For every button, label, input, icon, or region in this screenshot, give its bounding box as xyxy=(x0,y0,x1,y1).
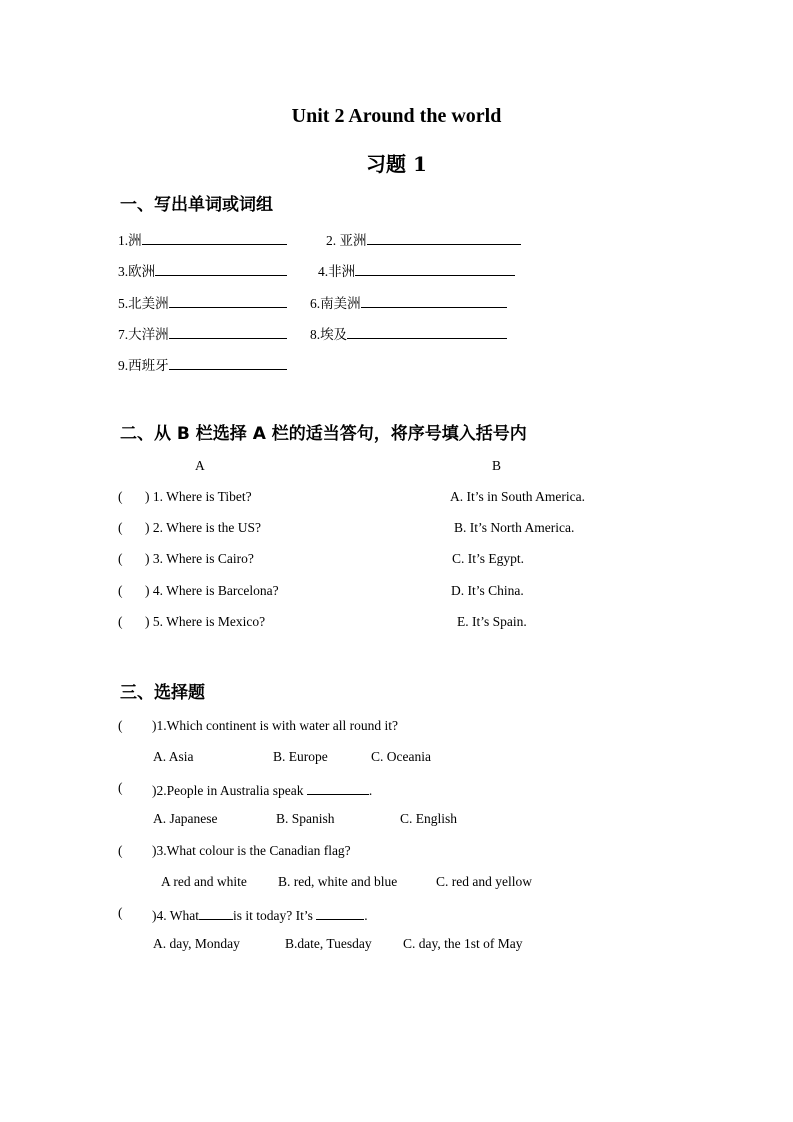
answer-blank[interactable] xyxy=(355,261,515,276)
vocab-item-6 xyxy=(310,292,507,312)
vocab-item-5 xyxy=(118,292,287,312)
match-question: ) 3. Where is Cairo? xyxy=(145,551,254,566)
vocab-label: 8.埃及 xyxy=(310,327,348,342)
vocab-item-7 xyxy=(118,323,287,343)
answer-blank[interactable] xyxy=(169,355,287,370)
choice-option: C. English xyxy=(400,811,458,826)
answer-blank[interactable] xyxy=(361,293,507,308)
choice-option: A. Japanese xyxy=(153,811,218,826)
answer-blank[interactable] xyxy=(316,905,364,920)
choice-question-4 xyxy=(152,905,368,924)
choice-option: C. day, the 1st of May xyxy=(403,936,523,951)
match-paren[interactable]: ( xyxy=(118,520,123,535)
choice-option: A. Asia xyxy=(153,749,194,764)
question-text-end: . xyxy=(364,908,368,923)
choice-option: B. Spanish xyxy=(276,811,335,826)
column-b-header: B xyxy=(492,458,502,473)
choice-question-1: )1.Which continent is with water all round it? xyxy=(152,718,398,733)
vocab-item-2 xyxy=(326,229,521,249)
vocab-item-9 xyxy=(118,354,287,374)
match-paren[interactable]: ( xyxy=(118,551,123,566)
choice-paren[interactable]: ( xyxy=(118,718,123,733)
answer-blank[interactable] xyxy=(367,230,521,245)
section2-heading: 二、从 B 栏选择 A 栏的适当答句，将序号填入括号内 xyxy=(120,424,527,444)
vocab-label: 9.西班牙 xyxy=(118,358,169,373)
section3-heading: 三、选择题 xyxy=(120,683,205,703)
vocab-label: 6.南美洲 xyxy=(310,296,361,311)
choice-question-3: )3.What colour is the Canadian flag? xyxy=(152,843,351,858)
match-question: ) 1. Where is Tibet? xyxy=(145,489,252,504)
question-text-mid: is it today? It’s xyxy=(233,908,317,923)
vocab-label: 7.大洋洲 xyxy=(118,327,169,342)
answer-blank[interactable] xyxy=(199,905,233,920)
choice-option: B. red, white and blue xyxy=(278,874,398,889)
match-question: ) 5. Where is Mexico? xyxy=(145,614,266,629)
vocab-label: 5.北美洲 xyxy=(118,296,169,311)
vocab-item-4 xyxy=(318,260,515,280)
choice-option: B.date, Tuesday xyxy=(285,936,372,951)
match-paren[interactable]: ( xyxy=(118,583,123,598)
match-answer: A. It’s in South America. xyxy=(450,489,585,504)
match-question: ) 2. Where is the US? xyxy=(145,520,261,535)
answer-blank[interactable] xyxy=(169,293,287,308)
question-text: )2.People in Australia speak xyxy=(152,783,307,798)
match-question: ) 4. Where is Barcelona? xyxy=(145,583,279,598)
match-paren[interactable]: ( xyxy=(118,489,123,504)
choice-option: B. Europe xyxy=(273,749,328,764)
vocab-label: 2. 亚洲 xyxy=(326,233,367,248)
match-answer: C. It’s Egypt. xyxy=(452,551,525,566)
answer-blank[interactable] xyxy=(347,324,507,339)
choice-option: A. day, Monday xyxy=(153,936,240,951)
choice-option: A red and white xyxy=(161,874,247,889)
choice-option: C. Oceania xyxy=(371,749,431,764)
choice-paren[interactable]: ( xyxy=(118,905,123,920)
vocab-item-8 xyxy=(310,323,507,343)
page-subtitle: 习题 1 xyxy=(366,152,427,176)
answer-blank[interactable] xyxy=(142,230,287,245)
vocab-label: 4.非洲 xyxy=(318,264,356,279)
match-paren[interactable]: ( xyxy=(118,614,123,629)
choice-question-2 xyxy=(152,780,372,799)
vocab-label: 1.洲 xyxy=(118,233,142,248)
match-answer: D. It’s China. xyxy=(451,583,524,598)
choice-option: C. red and yellow xyxy=(436,874,532,889)
match-answer: B. It’s North America. xyxy=(454,520,575,535)
choice-paren[interactable]: ( xyxy=(118,780,123,795)
column-a-header: A xyxy=(195,458,205,473)
match-answer: E. It’s Spain. xyxy=(457,614,527,629)
answer-blank[interactable] xyxy=(169,324,287,339)
answer-blank[interactable] xyxy=(155,261,287,276)
vocab-item-3 xyxy=(118,260,287,280)
choice-paren[interactable]: ( xyxy=(118,843,123,858)
answer-blank[interactable] xyxy=(307,780,369,795)
question-text-end: . xyxy=(368,783,373,798)
vocab-label: 3.欧洲 xyxy=(118,264,156,279)
page-title: Unit 2 Around the world xyxy=(291,105,502,127)
section1-heading: 一、写出单词或词组 xyxy=(120,195,273,215)
vocab-item-1 xyxy=(118,229,287,249)
question-text: )4. What xyxy=(152,908,199,923)
